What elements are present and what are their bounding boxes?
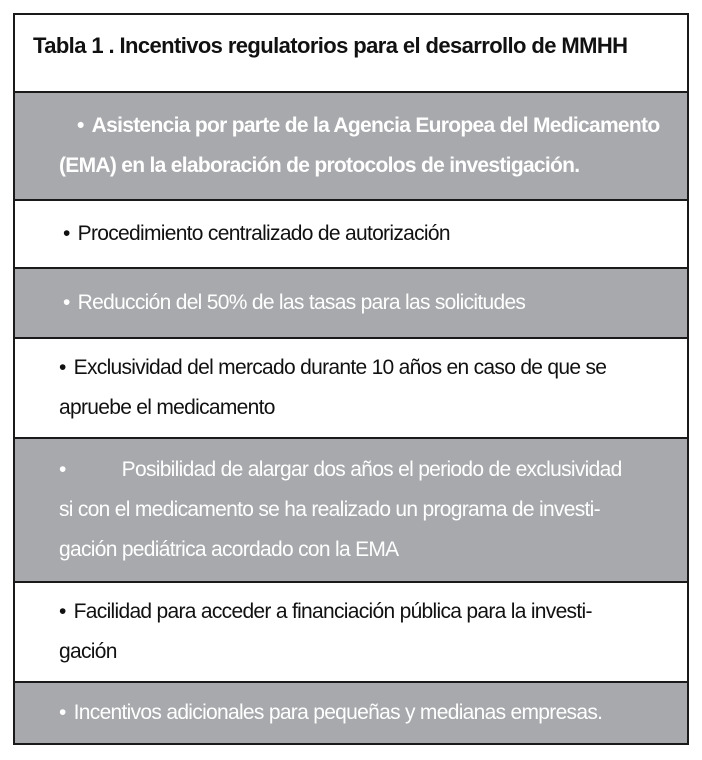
- table-row: [15, 583, 687, 683]
- table-row: [15, 93, 687, 201]
- bullet-glyph: •: [77, 114, 84, 137]
- row-text: Procedimiento centralizado de autorización: [77, 222, 450, 245]
- row-text: Posibilidad de alargar dos años el periodo de exclusividad: [121, 458, 622, 481]
- bullet-glyph: •: [59, 701, 66, 724]
- row-text: si con el medicamento se ha realizado un programa de investi-: [59, 498, 600, 521]
- bullet-glyph: •: [59, 458, 66, 481]
- table-row: [15, 201, 687, 269]
- row-text: gación pediátrica acordado con la EMA: [59, 538, 399, 561]
- row-text: Asistencia por parte de la Agencia Europea del Medicamento: [91, 114, 660, 137]
- table-row: [15, 683, 687, 743]
- table-row: [15, 269, 687, 339]
- row-text: Reducción del 50% de las tasas para las solicitudes: [77, 291, 526, 314]
- row-text: Facilidad para acceder a financiación pública para la investi-: [73, 600, 592, 623]
- incentives-table: [13, 13, 689, 745]
- bullet-glyph: •: [59, 356, 66, 379]
- bullet-glyph: •: [63, 291, 70, 314]
- bullet-glyph: •: [63, 222, 70, 245]
- table-row: [15, 339, 687, 439]
- bullet-glyph: •: [59, 600, 66, 623]
- row-text: gación: [59, 640, 117, 663]
- row-text: Exclusividad del mercado durante 10 años en caso de que se: [73, 356, 607, 379]
- table-title: Tabla 1 . Incentivos regulatorios para el desarrollo de MMHH: [15, 15, 687, 93]
- table-row: [15, 439, 687, 583]
- row-text: apruebe el medicamento: [59, 396, 275, 419]
- row-text: (EMA) en la elaboración de protocolos de investigación.: [59, 154, 580, 177]
- row-text: Incentivos adicionales para pequeñas y medianas empresas.: [73, 701, 603, 724]
